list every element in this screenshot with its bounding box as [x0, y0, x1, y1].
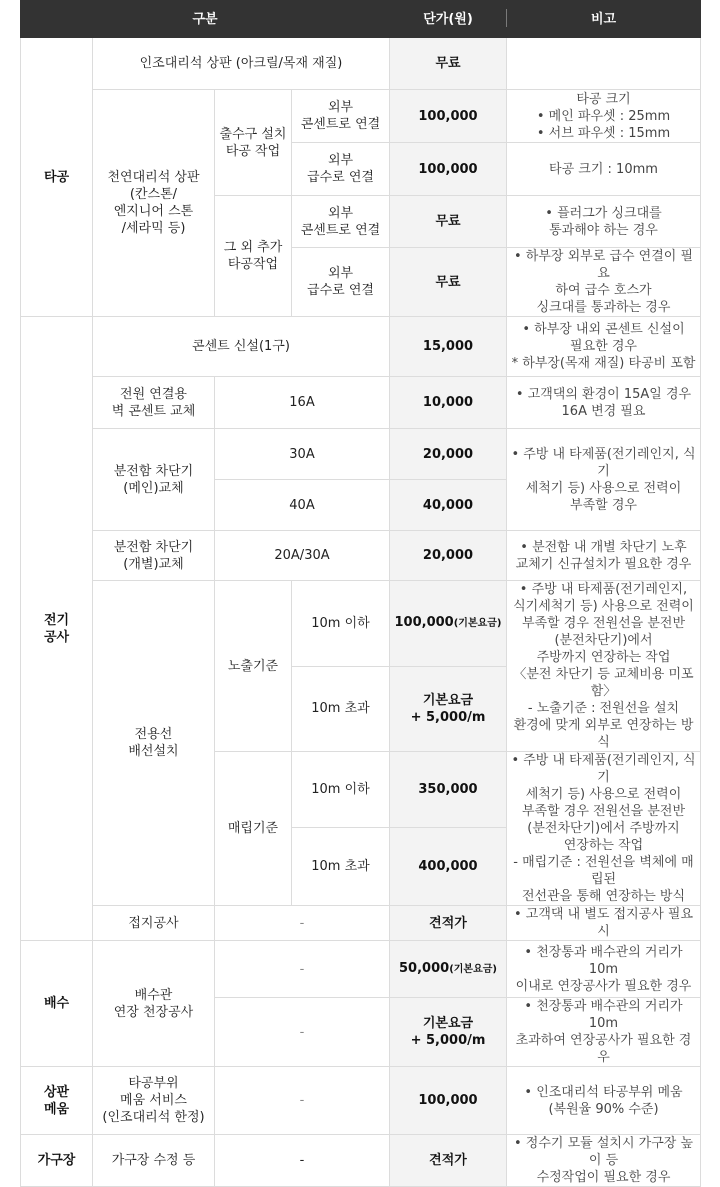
category-tagong: 타공	[21, 38, 93, 317]
price-ground: 견적가	[390, 906, 507, 941]
price-outlet-outer-water: 100,000	[390, 143, 507, 196]
item-exposed-under: 10m 이하	[292, 581, 390, 667]
category-furniture: 가구장	[21, 1135, 93, 1187]
note-sub-breaker: • 분전함 내 개별 차단기 노후 교체기 신규설치가 필요한 경우	[507, 531, 701, 581]
header-remarks: 비고	[507, 1, 701, 38]
service-price-table	[20, 0, 701, 1187]
item-artificial-counter: 인조대리석 상판 (아크릴/목재 재질)	[93, 38, 390, 90]
item-furniture: 가구장 수정 등	[93, 1135, 215, 1187]
item-outlet-new: 콘센트 신설(1구)	[93, 317, 390, 377]
header-category: 구분	[21, 1, 390, 38]
price-wall-outlet: 10,000	[390, 377, 507, 429]
price-counter-fill: 100,000	[390, 1067, 507, 1135]
category-electric: 전기 공사	[21, 317, 93, 941]
item-exposed: 노출기준	[215, 581, 292, 752]
item-natural-counter: 천연대리석 상판 (칸스톤/ 엔지니어 스톤 /세라믹 등)	[93, 90, 215, 317]
item-buried: 매립기준	[215, 752, 292, 906]
price-drain-over: 기본요금 + 5,000/m	[390, 998, 507, 1067]
table-row	[21, 317, 701, 377]
price-exposed-under	[390, 581, 507, 667]
item-sub-breaker: 분전함 차단기 (개별)교체	[93, 531, 215, 581]
table-header-row	[21, 1, 701, 38]
note-counter-fill: • 인조대리석 타공부위 메움 (복원율 90% 수준)	[507, 1067, 701, 1135]
table-row	[21, 531, 701, 581]
table-row	[21, 941, 701, 998]
note-artificial-counter	[507, 38, 701, 90]
spec-drain-over: -	[215, 998, 390, 1067]
note-ground: • 고객댁 내 별도 접지공사 필요시	[507, 906, 701, 941]
item-outlet-outer-outlet: 외부 콘센트로 연결	[292, 90, 390, 143]
price-buried-over: 400,000	[390, 828, 507, 906]
item-outlet-work: 출수구 설치 타공 작업	[215, 90, 292, 196]
header-separator	[506, 9, 507, 27]
category-counter-fill: 상판 메움	[21, 1067, 93, 1135]
note-drain-under: • 천장통과 배수관의 거리가 10m 이내로 연장공사가 필요한 경우	[507, 941, 701, 998]
item-counter-fill: 타공부위 메움 서비스 (인조대리석 한정)	[93, 1067, 215, 1135]
item-main-breaker: 분전함 차단기 (메인)교체	[93, 429, 215, 531]
table-row	[21, 90, 701, 143]
table-row	[21, 377, 701, 429]
item-exposed-over: 10m 초과	[292, 666, 390, 752]
spec-furniture: -	[215, 1135, 390, 1187]
price-main-breaker-40a: 40,000	[390, 480, 507, 531]
header-unit-price: 단가(원)	[390, 1, 507, 38]
spec-main-breaker-40a: 40A	[215, 480, 390, 531]
item-extra-outer-water: 외부 급수로 연결	[292, 248, 390, 317]
item-drain-extension: 배수관 연장 천장공사	[93, 941, 215, 1067]
note-drain-over: • 천장통과 배수관의 거리가 10m 초과하여 연장공사가 필요한 경우	[507, 998, 701, 1067]
table-row	[21, 1135, 701, 1187]
table-row	[21, 429, 701, 480]
item-buried-over: 10m 초과	[292, 828, 390, 906]
price-drain-under	[390, 941, 507, 998]
price-exposed-over: 기본요금 + 5,000/m	[390, 666, 507, 752]
table-row	[21, 1067, 701, 1135]
spec-ground: -	[215, 906, 390, 941]
price-main-breaker-30a: 20,000	[390, 429, 507, 480]
table-row	[21, 906, 701, 941]
item-ground: 접지공사	[93, 906, 215, 941]
note-furniture: • 정수기 모듈 설치시 가구장 높이 등 수정작업이 필요한 경우	[507, 1135, 701, 1187]
price-exposed-under-value: 100,000	[394, 615, 454, 631]
note-extra-outer-outlet: • 플러그가 싱크대를 통과해야 하는 경우	[507, 196, 701, 248]
note-outlet-new: • 하부장 내외 콘센트 신설이 필요한 경우 * 하부장(목재 재질) 타공비 포함	[507, 317, 701, 377]
note-outlet-outer-water: 타공 크기 : 10mm	[507, 143, 701, 196]
price-extra-outer-water: 무료	[390, 248, 507, 317]
spec-drain-under: -	[215, 941, 390, 998]
item-extra-work: 그 외 추가 타공작업	[215, 196, 292, 317]
note-wall-outlet: • 고객댁의 환경이 15A일 경우 16A 변경 필요	[507, 377, 701, 429]
category-drain: 배수	[21, 941, 93, 1067]
price-extra-outer-outlet: 무료	[390, 196, 507, 248]
spec-main-breaker-30a: 30A	[215, 429, 390, 480]
price-outlet-outer-outlet: 100,000	[390, 90, 507, 143]
note-extra-outer-water: • 하부장 외부로 급수 연결이 필요 하여 급수 호스가 싱크대를 통과하는 경우	[507, 248, 701, 317]
note-outlet-outer-outlet: 타공 크기 • 메인 파우셋 : 25mm • 서브 파우셋 : 15mm	[507, 90, 701, 143]
note-buried: • 주방 내 타제품(전기레인지, 식기 세척기 등) 사용으로 전력이 부족할 경우 전원선을 분전반 (분전차단기)에서 주방까지 연장하는 작업 - 매립기준 : 전원선을 벽체에 매립된 전선관을 통해 연장하는 방식	[507, 752, 701, 906]
price-exposed-under-suffix: (기본요금)	[453, 618, 502, 630]
price-buried-under: 350,000	[390, 752, 507, 828]
table-row	[21, 38, 701, 90]
table-row	[21, 581, 701, 667]
price-furniture: 견적가	[390, 1135, 507, 1187]
price-drain-under-value: 50,000	[399, 961, 450, 976]
note-main-breaker: • 주방 내 타제품(전기레인지, 식기 세척기 등) 사용으로 전력이 부족할 경우	[507, 429, 701, 531]
item-extra-outer-outlet: 외부 콘센트로 연결	[292, 196, 390, 248]
item-outlet-outer-water: 외부 급수로 연결	[292, 143, 390, 196]
price-sub-breaker: 20,000	[390, 531, 507, 581]
price-artificial-counter: 무료	[390, 38, 507, 90]
price-drain-under-suffix: (기본요금)	[449, 964, 497, 975]
spec-sub-breaker: 20A/30A	[215, 531, 390, 581]
spec-wall-outlet: 16A	[215, 377, 390, 429]
item-dedicated-line: 전용선 배선설치	[93, 581, 215, 906]
note-exposed: • 주방 내 타제품(전기레인지, 식기세척기 등) 사용으로 전력이 부족할 경우 전원선을 분전반 (분전차단기)에서 주방까지 연장하는 작업 〈분전 차단기 등 교체비용 미포함〉 - 노출기준 : 전원선을 설치 환경에 맞게 외부로 연장하는 방식	[507, 581, 701, 752]
price-outlet-new: 15,000	[390, 317, 507, 377]
spec-counter-fill: -	[215, 1067, 390, 1135]
item-buried-under: 10m 이하	[292, 752, 390, 828]
item-wall-outlet: 전원 연결용 벽 콘센트 교체	[93, 377, 215, 429]
